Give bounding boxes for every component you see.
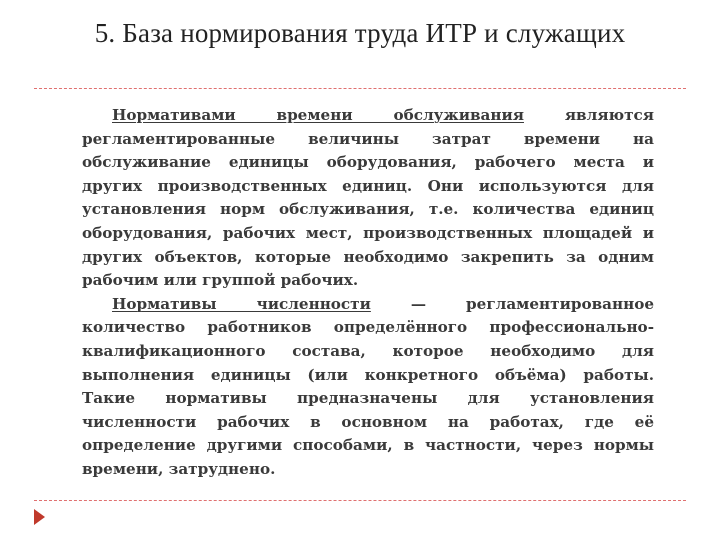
paragraph-headcount-norms <box>82 293 654 482</box>
paragraph-time-norms <box>82 104 654 293</box>
paragraph-headcount-norms-text: — регламентированное количество работников определённого профессионально-квалификационного состава, которое необходимо для выполнения единицы (или конкретного объёма) работы. Такие нормативы предназначены для установления численности рабочих в основном на работах, где её определение другими способами, в частности, через нормы времени, затруднено. <box>82 294 654 478</box>
top-divider <box>34 88 686 89</box>
slide-title: 5. База нормирования труда ИТР и служащих <box>94 18 626 48</box>
term-time-norms: Нормативами времени обслуживания <box>112 106 524 124</box>
paragraph-time-norms-text: являются регламентированные величины затрат времени на обслуживание единицы оборудования, рабочего места и других производственных единиц. Они используются для установления норм обслуживания, т.е. количества единиц оборудования, рабочих мест, производственных площадей и других объектов, которые необходимо закрепить за одним рабочим или группой рабочих. <box>82 106 654 290</box>
slide-body <box>82 104 654 482</box>
bottom-divider <box>34 500 686 501</box>
term-headcount-norms: Нормативы численности <box>112 294 371 313</box>
triangle-bullet-icon <box>34 509 45 525</box>
